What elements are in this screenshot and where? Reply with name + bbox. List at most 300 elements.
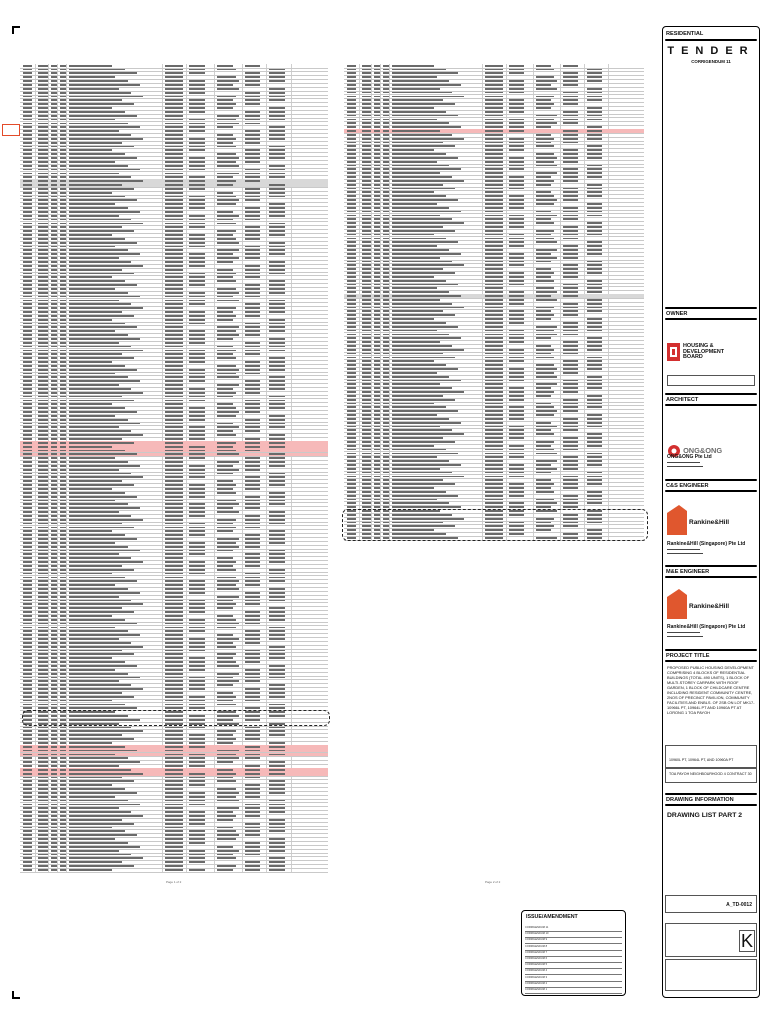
- cell-text-placeholder: [563, 479, 578, 481]
- cell-text-placeholder: [269, 830, 284, 832]
- cell-text-placeholder: [392, 433, 464, 435]
- cell-text-placeholder: [38, 623, 47, 625]
- cell-text-placeholder: [269, 773, 284, 775]
- cell-text-placeholder: [485, 284, 503, 286]
- cell-text-placeholder: [347, 456, 356, 458]
- cell-text-placeholder: [269, 596, 284, 598]
- cell-text-placeholder: [536, 65, 551, 67]
- cell-text-placeholder: [23, 834, 32, 836]
- cell-text-placeholder: [269, 146, 284, 148]
- cell-text-placeholder: [165, 207, 183, 209]
- cell-text-placeholder: [485, 241, 503, 243]
- cell-text-placeholder: [38, 646, 47, 648]
- cell-text-placeholder: [245, 430, 260, 432]
- cell-text-placeholder: [392, 380, 461, 382]
- cell-text-placeholder: [587, 253, 602, 255]
- cell-text-placeholder: [165, 673, 183, 675]
- cell-text-placeholder: [38, 273, 47, 275]
- cell-text-placeholder: [60, 276, 66, 278]
- cell-text-placeholder: [587, 502, 602, 504]
- cell-text-placeholder: [362, 80, 371, 82]
- cell-text-placeholder: [362, 72, 371, 74]
- cell-text-placeholder: [217, 730, 235, 732]
- cell-text-placeholder: [245, 827, 260, 829]
- cell-text-placeholder: [165, 465, 183, 467]
- cell-text-placeholder: [217, 634, 232, 636]
- cell-text-placeholder: [165, 457, 183, 459]
- cell-text-placeholder: [165, 742, 183, 744]
- cell-text-placeholder: [189, 515, 204, 517]
- cell-text-placeholder: [38, 326, 47, 328]
- cell-text-placeholder: [69, 261, 131, 263]
- cell-text-placeholder: [23, 661, 32, 663]
- cell-text-placeholder: [509, 138, 524, 140]
- cell-text-placeholder: [347, 334, 356, 336]
- cell-text-placeholder: [362, 161, 371, 163]
- cell-text-placeholder: [536, 234, 551, 236]
- cell-text-placeholder: [392, 264, 464, 266]
- cell-text-placeholder: [563, 138, 578, 140]
- cell-text-placeholder: [536, 222, 554, 224]
- cell-text-placeholder: [51, 396, 57, 398]
- cell-text-placeholder: [23, 365, 32, 367]
- cell-text-placeholder: [245, 461, 260, 463]
- cell-text-placeholder: [392, 65, 434, 67]
- cell-text-placeholder: [165, 215, 183, 217]
- cell-text-placeholder: [269, 311, 284, 313]
- cell-text-placeholder: [69, 846, 140, 848]
- cell-text-placeholder: [485, 153, 503, 155]
- cell-text-placeholder: [392, 234, 434, 236]
- cell-text-placeholder: [563, 230, 578, 232]
- cell-text-placeholder: [165, 373, 183, 375]
- cell-text-placeholder: [165, 130, 183, 132]
- cell-text-placeholder: [563, 364, 578, 366]
- cell-text-placeholder: [38, 842, 47, 844]
- cell-text-placeholder: [587, 322, 602, 324]
- cell-text-placeholder: [536, 215, 557, 217]
- cell-text-placeholder: [38, 357, 47, 359]
- cell-text-placeholder: [69, 88, 118, 90]
- cell-text-placeholder: [362, 276, 371, 278]
- cell-text-placeholder: [69, 292, 128, 294]
- cell-text-placeholder: [165, 488, 183, 490]
- cell-text-placeholder: [51, 754, 57, 756]
- cell-text-placeholder: [69, 569, 134, 571]
- cell-text-placeholder: [38, 161, 47, 163]
- cell-text-placeholder: [69, 550, 140, 552]
- cell-text-placeholder: [383, 191, 389, 193]
- cell-text-placeholder: [509, 226, 524, 228]
- cell-text-placeholder: [51, 292, 57, 294]
- cell-text-placeholder: [60, 253, 66, 255]
- cell-text-placeholder: [269, 88, 284, 90]
- cell-text-placeholder: [165, 765, 183, 767]
- cell-text-placeholder: [374, 276, 380, 278]
- cell-text-placeholder: [362, 241, 371, 243]
- cell-text-placeholder: [245, 861, 260, 863]
- cell-text-placeholder: [362, 299, 371, 301]
- cell-text-placeholder: [60, 134, 66, 136]
- me-engineer-heading: M&E ENGINEER: [666, 569, 710, 575]
- cell-text-placeholder: [536, 172, 557, 174]
- cell-text-placeholder: [245, 465, 260, 467]
- cell-text-placeholder: [165, 627, 183, 629]
- cell-text-placeholder: [392, 122, 449, 124]
- cell-text-placeholder: [509, 322, 524, 324]
- cell-text-placeholder: [269, 284, 284, 286]
- cell-text-placeholder: [587, 272, 602, 274]
- cell-text-placeholder: [23, 72, 32, 74]
- cell-text-placeholder: [69, 842, 128, 844]
- cell-text-placeholder: [69, 692, 121, 694]
- cell-text-placeholder: [485, 111, 503, 113]
- cell-text-placeholder: [165, 450, 183, 452]
- cell-text-placeholder: [69, 188, 134, 190]
- cell-text-placeholder: [245, 130, 260, 132]
- cell-text-placeholder: [165, 738, 183, 740]
- cell-text-placeholder: [165, 469, 183, 471]
- cell-text-placeholder: [69, 503, 128, 505]
- cell-text-placeholder: [165, 830, 183, 832]
- cell-text-placeholder: [38, 742, 47, 744]
- cell-text-placeholder: [23, 865, 32, 867]
- cell-text-placeholder: [509, 360, 524, 362]
- cell-text-placeholder: [165, 584, 183, 586]
- cell-text-placeholder: [38, 869, 47, 871]
- cell-text-placeholder: [165, 369, 183, 371]
- schedule-row: [20, 868, 328, 873]
- cell-text-placeholder: [51, 326, 57, 328]
- cell-text-placeholder: [51, 257, 57, 259]
- cell-text-placeholder: [269, 684, 284, 686]
- cell-text-placeholder: [374, 92, 380, 94]
- cell-text-placeholder: [189, 550, 204, 552]
- cell-text-placeholder: [69, 369, 137, 371]
- cell-text-placeholder: [509, 203, 524, 205]
- cell-text-placeholder: [165, 611, 183, 613]
- cell-text-placeholder: [51, 807, 57, 809]
- cell-text-placeholder: [60, 88, 66, 90]
- cell-text-placeholder: [60, 519, 66, 521]
- cell-text-placeholder: [509, 180, 524, 182]
- cell-text-placeholder: [69, 396, 121, 398]
- cell-text-placeholder: [51, 842, 57, 844]
- cell-text-placeholder: [217, 815, 235, 817]
- cell-text-placeholder: [362, 287, 371, 289]
- cell-text-placeholder: [217, 107, 232, 109]
- cell-text-placeholder: [60, 311, 66, 313]
- cell-text-placeholder: [51, 369, 57, 371]
- cell-text-placeholder: [38, 346, 47, 348]
- cell-text-placeholder: [587, 376, 602, 378]
- cell-text-placeholder: [383, 84, 389, 86]
- cell-text-placeholder: [362, 230, 371, 232]
- cell-text-placeholder: [245, 650, 260, 652]
- cell-text-placeholder: [69, 311, 121, 313]
- cell-text-placeholder: [485, 414, 503, 416]
- cell-text-placeholder: [485, 441, 503, 443]
- cell-text-placeholder: [347, 433, 356, 435]
- cell-text-placeholder: [536, 261, 551, 263]
- cell-text-placeholder: [383, 460, 389, 462]
- cell-text-placeholder: [392, 241, 458, 243]
- cell-text-placeholder: [51, 123, 57, 125]
- cell-text-placeholder: [51, 426, 57, 428]
- cell-text-placeholder: [38, 415, 47, 417]
- cell-text-placeholder: [383, 468, 389, 470]
- cell-text-placeholder: [362, 215, 371, 217]
- cell-text-placeholder: [509, 122, 524, 124]
- cell-text-placeholder: [60, 207, 66, 209]
- cell-text-placeholder: [189, 488, 204, 490]
- cell-text-placeholder: [383, 295, 389, 297]
- cell-text-placeholder: [383, 291, 389, 293]
- cell-text-placeholder: [245, 407, 260, 409]
- cell-text-placeholder: [51, 80, 57, 82]
- cell-text-placeholder: [60, 707, 66, 709]
- cell-text-placeholder: [69, 580, 137, 582]
- cell-text-placeholder: [347, 238, 356, 240]
- cell-text-placeholder: [362, 115, 371, 117]
- cell-text-placeholder: [269, 630, 284, 632]
- cell-text-placeholder: [189, 434, 204, 436]
- cell-text-placeholder: [362, 322, 371, 324]
- cell-text-placeholder: [60, 830, 66, 832]
- cell-text-placeholder: [563, 476, 578, 478]
- cell-text-placeholder: [269, 627, 284, 629]
- cell-text-placeholder: [217, 315, 235, 317]
- cell-text-placeholder: [509, 357, 524, 359]
- cell-text-placeholder: [392, 157, 458, 159]
- cell-text-placeholder: [485, 372, 503, 374]
- cell-text-placeholder: [189, 196, 204, 198]
- cell-text-placeholder: [269, 303, 284, 305]
- cell-text-placeholder: [23, 226, 32, 228]
- cell-text-placeholder: [189, 638, 204, 640]
- cell-text-placeholder: [23, 353, 32, 355]
- cell-text-placeholder: [536, 353, 551, 355]
- cell-text-placeholder: [60, 369, 66, 371]
- architect-logo-text: ONG&ONG: [683, 445, 723, 455]
- cell-text-placeholder: [245, 315, 260, 317]
- cell-text-placeholder: [485, 280, 503, 282]
- cell-text-placeholder: [60, 403, 66, 405]
- cell-text-placeholder: [217, 330, 235, 332]
- cell-text-placeholder: [374, 153, 380, 155]
- cell-text-placeholder: [374, 337, 380, 339]
- cell-text-placeholder: [23, 819, 32, 821]
- cell-text-placeholder: [392, 479, 443, 481]
- cell-text-placeholder: [347, 142, 356, 144]
- cell-text-placeholder: [51, 223, 57, 225]
- cell-text-placeholder: [563, 287, 578, 289]
- cell-text-placeholder: [23, 777, 32, 779]
- cell-text-placeholder: [245, 727, 260, 729]
- cell-text-placeholder: [60, 796, 66, 798]
- cell-text-placeholder: [362, 99, 371, 101]
- cell-text-placeholder: [189, 630, 204, 632]
- cell-text-placeholder: [383, 245, 389, 247]
- cell-text-placeholder: [217, 557, 232, 559]
- cell-text-placeholder: [269, 203, 284, 205]
- cell-text-placeholder: [217, 661, 235, 663]
- cell-text-placeholder: [51, 796, 57, 798]
- cell-text-placeholder: [269, 215, 284, 217]
- cell-text-placeholder: [374, 215, 380, 217]
- cell-text-placeholder: [374, 168, 380, 170]
- cell-text-placeholder: [563, 502, 578, 504]
- cell-text-placeholder: [362, 157, 371, 159]
- cell-text-placeholder: [374, 449, 380, 451]
- cell-text-placeholder: [51, 126, 57, 128]
- cell-text-placeholder: [245, 527, 260, 529]
- cell-text-placeholder: [165, 669, 183, 671]
- cell-text-placeholder: [165, 707, 183, 709]
- cell-text-placeholder: [69, 784, 112, 786]
- cell-text-placeholder: [60, 111, 66, 113]
- cell-text-placeholder: [69, 827, 112, 829]
- cell-text-placeholder: [165, 823, 183, 825]
- cell-text-placeholder: [189, 680, 204, 682]
- cell-text-placeholder: [23, 665, 32, 667]
- cell-text-placeholder: [165, 249, 183, 251]
- cell-text-placeholder: [269, 615, 284, 617]
- cell-text-placeholder: [23, 550, 32, 552]
- cell-text-placeholder: [245, 638, 260, 640]
- cell-text-placeholder: [69, 500, 115, 502]
- cell-text-placeholder: [217, 869, 232, 871]
- cell-text-placeholder: [509, 334, 524, 336]
- cell-text-placeholder: [269, 207, 284, 209]
- cell-text-placeholder: [165, 515, 183, 517]
- cell-text-placeholder: [38, 434, 47, 436]
- cell-text-placeholder: [392, 149, 434, 151]
- divider: [665, 393, 757, 395]
- cell-text-placeholder: [485, 502, 503, 504]
- cell-text-placeholder: [69, 511, 118, 513]
- cell-text-placeholder: [509, 261, 524, 263]
- cell-text-placeholder: [563, 426, 578, 428]
- cell-text-placeholder: [60, 542, 66, 544]
- cell-text-placeholder: [269, 107, 284, 109]
- cell-text-placeholder: [165, 300, 183, 302]
- cell-text-placeholder: [245, 342, 260, 344]
- cell-text-placeholder: [563, 303, 578, 305]
- cell-text-placeholder: [362, 172, 371, 174]
- cell-text-placeholder: [189, 353, 204, 355]
- cell-text-placeholder: [69, 346, 131, 348]
- cell-text-placeholder: [60, 165, 66, 167]
- cell-text-placeholder: [189, 588, 204, 590]
- cell-text-placeholder: [245, 99, 260, 101]
- cell-text-placeholder: [51, 261, 57, 263]
- cell-text-placeholder: [347, 307, 356, 309]
- cell-text-placeholder: [38, 534, 47, 536]
- cell-text-placeholder: [38, 423, 47, 425]
- cell-text-placeholder: [269, 188, 284, 190]
- cell-text-placeholder: [392, 506, 461, 508]
- cell-text-placeholder: [165, 653, 183, 655]
- cell-text-placeholder: [374, 322, 380, 324]
- cell-text-placeholder: [563, 449, 578, 451]
- cell-text-placeholder: [485, 287, 503, 289]
- cell-text-placeholder: [383, 464, 389, 466]
- cell-text-placeholder: [509, 495, 524, 497]
- cell-text-placeholder: [60, 738, 66, 740]
- cell-text-placeholder: [383, 134, 389, 136]
- cell-text-placeholder: [485, 76, 503, 78]
- cell-text-placeholder: [60, 84, 66, 86]
- cell-text-placeholder: [245, 507, 260, 509]
- cell-text-placeholder: [485, 126, 503, 128]
- cell-text-placeholder: [269, 530, 284, 532]
- cell-text-placeholder: [165, 276, 183, 278]
- cell-text-placeholder: [60, 303, 66, 305]
- cell-text-placeholder: [587, 330, 602, 332]
- cell-text-placeholder: [60, 754, 66, 756]
- cell-text-placeholder: [23, 750, 32, 752]
- cell-text-placeholder: [23, 577, 32, 579]
- cell-text-placeholder: [23, 804, 32, 806]
- cell-text-placeholder: [587, 195, 602, 197]
- cell-text-placeholder: [69, 619, 124, 621]
- cell-text-placeholder: [536, 403, 551, 405]
- cell-text-placeholder: [536, 449, 554, 451]
- cell-text-placeholder: [69, 661, 124, 663]
- cell-text-placeholder: [165, 311, 183, 313]
- cell-text-placeholder: [189, 342, 204, 344]
- cell-text-placeholder: [165, 99, 183, 101]
- cell-text-placeholder: [362, 138, 371, 140]
- cell-text-placeholder: [509, 126, 524, 128]
- cell-text-placeholder: [269, 515, 284, 517]
- cell-text-placeholder: [60, 130, 66, 132]
- cell-text-placeholder: [217, 384, 239, 386]
- cell-text-placeholder: [189, 850, 204, 852]
- cell-text-placeholder: [587, 341, 602, 343]
- cell-text-placeholder: [23, 769, 32, 771]
- cell-text-placeholder: [69, 638, 118, 640]
- cell-text-placeholder: [217, 326, 239, 328]
- cell-text-placeholder: [217, 788, 235, 790]
- cell-text-placeholder: [60, 307, 66, 309]
- cell-text-placeholder: [245, 211, 260, 213]
- cell-text-placeholder: [23, 830, 32, 832]
- cell-text-placeholder: [587, 126, 602, 128]
- cell-text-placeholder: [269, 869, 284, 871]
- cell-text-placeholder: [23, 80, 32, 82]
- cell-text-placeholder: [563, 168, 578, 170]
- rankine-logo-text-me: Rankine&Hill: [689, 603, 730, 610]
- cell-text-placeholder: [269, 134, 284, 136]
- cell-text-placeholder: [38, 627, 47, 629]
- cell-text-placeholder: [347, 483, 356, 485]
- cell-text-placeholder: [217, 253, 232, 255]
- cell-text-placeholder: [189, 426, 204, 428]
- cell-text-placeholder: [347, 472, 356, 474]
- cell-text-placeholder: [217, 176, 232, 178]
- cell-text-placeholder: [362, 499, 371, 501]
- cell-text-placeholder: [509, 426, 524, 428]
- cell-text-placeholder: [60, 784, 66, 786]
- cell-text-placeholder: [217, 830, 235, 832]
- cell-text-placeholder: [509, 368, 524, 370]
- cell-text-placeholder: [69, 527, 134, 529]
- cell-text-placeholder: [392, 387, 452, 389]
- cell-text-placeholder: [392, 153, 446, 155]
- cell-text-placeholder: [38, 569, 47, 571]
